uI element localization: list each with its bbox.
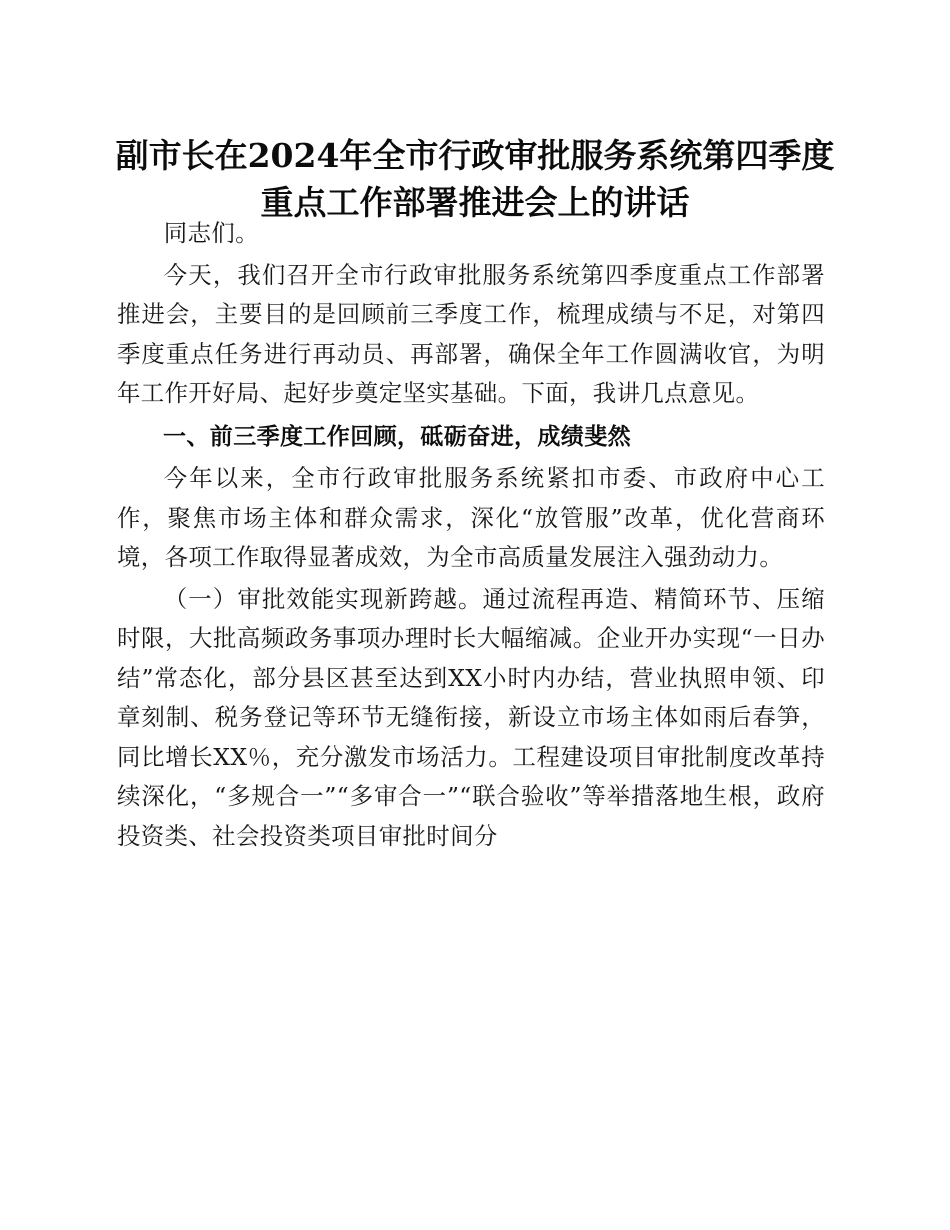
section-1-paragraph: 今年以来，全市行政审批服务系统紧扣市委、市政府中心工作，聚焦市场主体和群众需求，深化“放管服”改革，优化营商环境，各项工作取得显著成效，为全市高质量发展注入强劲动力。 xyxy=(117,464,825,571)
subsection-1-text: 通过流程再造、精简环节、压缩时限，大批高频政务事项办理时长大幅缩减。企业开办实现“一日办结”常态化，部分县区甚至达到XX小时内办结，营业执照申领、印章刻制、税务登记等环节无缝衔接，新设立市场主体如雨后春笋，同比增长XX％，充分激发市场活力。工程建设项目审批制度改革持续深化，“多规合一”“多审合一”“联合验收”等举措落地生根，政府投资类、社会投资类项目审批时间分 xyxy=(117,584,825,850)
subsection-1-lead: （一）审批效能实现新跨越。 xyxy=(163,584,483,613)
document-body xyxy=(117,214,825,856)
section-heading-1: 一、前三季度工作回顾，砥砺奋进，成绩斐然 xyxy=(163,423,631,450)
salutation: 同志们。 xyxy=(163,219,259,247)
subsection-1-paragraph xyxy=(117,580,825,857)
intro-paragraph: 今天，我们召开全市行政审批服务系统第四季度重点工作部署推进会，主要目的是回顾前三季度工作，梳理成绩与不足，对第四季度重点任务进行再动员、再部署，确保全年工作圆满收官，为明年工作开好局、起好步奠定坚实基础。下面，我讲几点意见。 xyxy=(117,260,825,407)
document-title: 副市长在2024年全市行政审批服务系统第四季度重点工作部署推进会上的讲话 xyxy=(115,136,835,222)
